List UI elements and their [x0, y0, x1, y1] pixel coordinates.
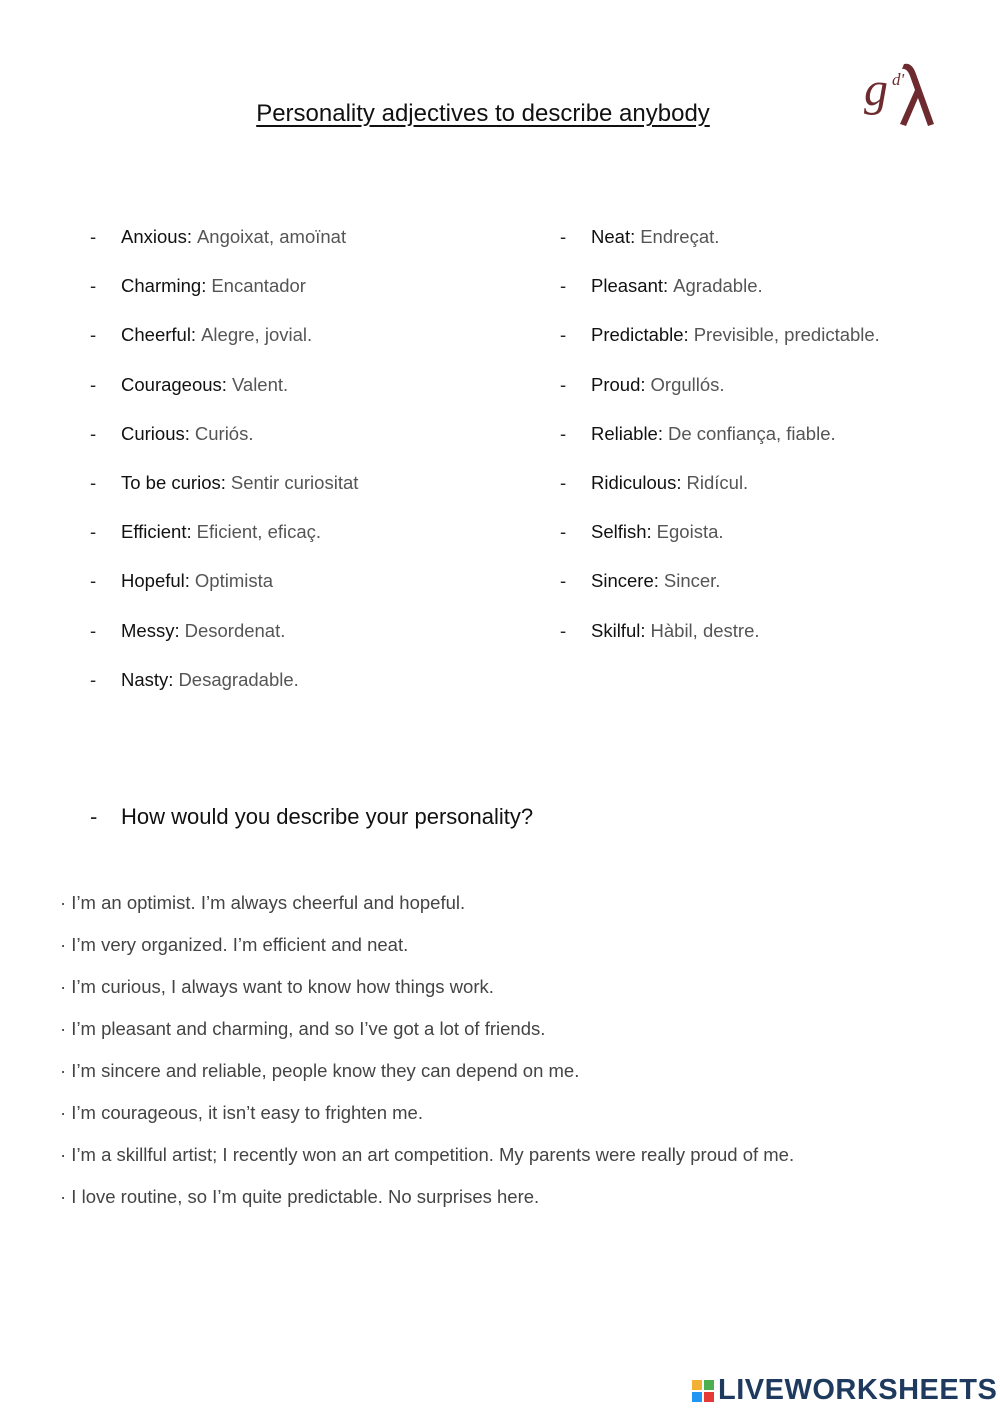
vocabulary-term: Reliable:	[591, 422, 663, 444]
example-sentence: · I’m very organized. I’m efficient and neat.	[60, 934, 409, 955]
example-sentences	[60, 892, 794, 1228]
vocabulary-translation: Hàbil, destre.	[650, 619, 760, 641]
vocabulary-item	[560, 472, 880, 521]
vocabulary-item	[90, 669, 358, 718]
bullet-dash: -	[560, 521, 567, 543]
vocabulary-term: Proud:	[591, 373, 646, 395]
example-sentence: · I’m an optimist. I’m always cheerful and hopeful.	[60, 892, 466, 913]
bullet-dash: -	[90, 226, 97, 247]
bullet-dash: -	[560, 570, 567, 592]
vocabulary-term: Courageous:	[121, 373, 227, 395]
vocabulary-translation: De confiança, fiable.	[668, 422, 836, 444]
vocabulary-term: Efficient:	[121, 521, 192, 543]
vocabulary-term: Hopeful:	[121, 570, 190, 592]
vocabulary-translation: Curiós.	[194, 422, 254, 444]
vocabulary-term: Neat:	[591, 226, 636, 247]
example-sentence: · I’m sincere and reliable, people know they can depend on me.	[60, 1060, 580, 1081]
vocabulary-item	[560, 324, 880, 373]
liveworksheets-footer	[692, 1374, 997, 1407]
vocabulary-translation: Encantador	[211, 275, 306, 297]
vocabulary-term: Nasty:	[121, 668, 174, 690]
vocabulary-right-column	[560, 226, 880, 669]
bullet-dash: -	[90, 373, 97, 395]
vocabulary-item	[560, 423, 880, 472]
logo-letter-g: g	[864, 63, 888, 116]
bullet-dash: -	[90, 324, 97, 346]
example-sentence: · I love routine, so I’m quite predictable. No surprises here.	[60, 1186, 540, 1207]
example-sentence: · I’m a skillful artist; I recently won an art competition. My parents were really proud of me.	[60, 1144, 795, 1165]
vocabulary-term: Pleasant:	[591, 275, 669, 297]
vocabulary-term: Messy:	[121, 619, 180, 641]
lambda-icon	[898, 60, 942, 130]
vocabulary-translation: Ridícul.	[686, 471, 749, 493]
bullet-dash: -	[90, 570, 97, 592]
vocabulary-item	[560, 374, 880, 423]
vocabulary-term: Anxious:	[121, 226, 192, 247]
bullet-dash: -	[560, 324, 567, 346]
bullet-dash: -	[90, 521, 97, 543]
logo-block	[692, 1380, 702, 1390]
question-text: How would you describe your personality?	[121, 804, 534, 829]
vocabulary-item	[560, 620, 880, 669]
vocabulary-translation: Orgullós.	[650, 373, 725, 395]
vocabulary-term: Ridiculous:	[591, 471, 682, 493]
logo-block	[704, 1392, 714, 1402]
vocabulary-left-column	[90, 226, 358, 718]
vocabulary-term: Selfish:	[591, 521, 652, 543]
bullet-dash: -	[90, 619, 97, 641]
logo-block	[692, 1392, 702, 1402]
bullet-dash: -	[560, 275, 567, 297]
vocabulary-item	[560, 570, 880, 619]
vocabulary-item	[90, 570, 358, 619]
vocabulary-item	[560, 521, 880, 570]
vocabulary-term: To be curios:	[121, 471, 226, 493]
bullet-dash: -	[560, 422, 567, 444]
vocabulary-translation: Optimista	[194, 570, 274, 592]
question-item	[90, 804, 533, 830]
vocabulary-translation: Desordenat.	[184, 619, 286, 641]
bullet-dash: -	[560, 471, 567, 493]
logo-block	[704, 1380, 714, 1390]
vocabulary-term: Cheerful:	[121, 324, 197, 346]
vocabulary-term: Predictable:	[591, 324, 689, 346]
vocabulary-translation: Endreçat.	[640, 226, 720, 247]
vocabulary-translation: Eficient, eficaç.	[196, 521, 322, 543]
bullet-dash: -	[90, 668, 97, 690]
vocabulary-term: Charming:	[121, 275, 207, 297]
vocabulary-item	[560, 226, 880, 275]
vocabulary-translation: Agradable.	[673, 275, 763, 297]
bullet-dash: -	[560, 619, 567, 641]
example-sentence: · I’m courageous, it isn’t easy to frighten me.	[60, 1102, 423, 1123]
vocabulary-item	[90, 275, 358, 324]
vocabulary-item	[90, 472, 358, 521]
bullet-dash: -	[90, 422, 97, 444]
vocabulary-item	[90, 374, 358, 423]
logo-letter-d: d'	[892, 70, 905, 89]
bullet-dash: -	[90, 804, 98, 829]
vocabulary-translation: Desagradable.	[178, 668, 299, 690]
vocabulary-item	[90, 521, 358, 570]
vocabulary-item	[90, 620, 358, 669]
vocabulary-item	[90, 226, 358, 275]
publisher-logo	[862, 58, 942, 134]
vocabulary-term: Sincere:	[591, 570, 659, 592]
example-sentence: · I’m pleasant and charming, and so I’ve got a lot of friends.	[60, 1018, 546, 1039]
page-title: Personality adjectives to describe anybody	[256, 100, 710, 127]
vocabulary-translation: Valent.	[231, 373, 289, 395]
example-sentence: · I’m curious, I always want to know how things work.	[60, 976, 494, 997]
vocabulary-translation: Sentir curiositat	[230, 471, 359, 493]
vocabulary-item	[90, 324, 358, 373]
vocabulary-translation: Previsible, predictable.	[693, 324, 880, 346]
vocabulary-translation: Sincer.	[663, 570, 721, 592]
brand-name: LIVEWORKSHEETS	[718, 1374, 998, 1406]
vocabulary-term: Skilful:	[591, 619, 646, 641]
vocabulary-translation: Egoista.	[656, 521, 724, 543]
vocabulary-translation: Alegre, jovial.	[201, 324, 313, 346]
liveworksheets-logo-icon	[692, 1380, 714, 1402]
vocabulary-translation: Angoixat, amoïnat	[196, 226, 347, 247]
bullet-dash: -	[90, 275, 97, 297]
bullet-dash: -	[560, 373, 567, 395]
vocabulary-item	[560, 275, 880, 324]
bullet-dash: -	[560, 226, 567, 247]
vocabulary-term: Curious:	[121, 422, 190, 444]
bullet-dash: -	[90, 471, 97, 493]
vocabulary-item	[90, 423, 358, 472]
